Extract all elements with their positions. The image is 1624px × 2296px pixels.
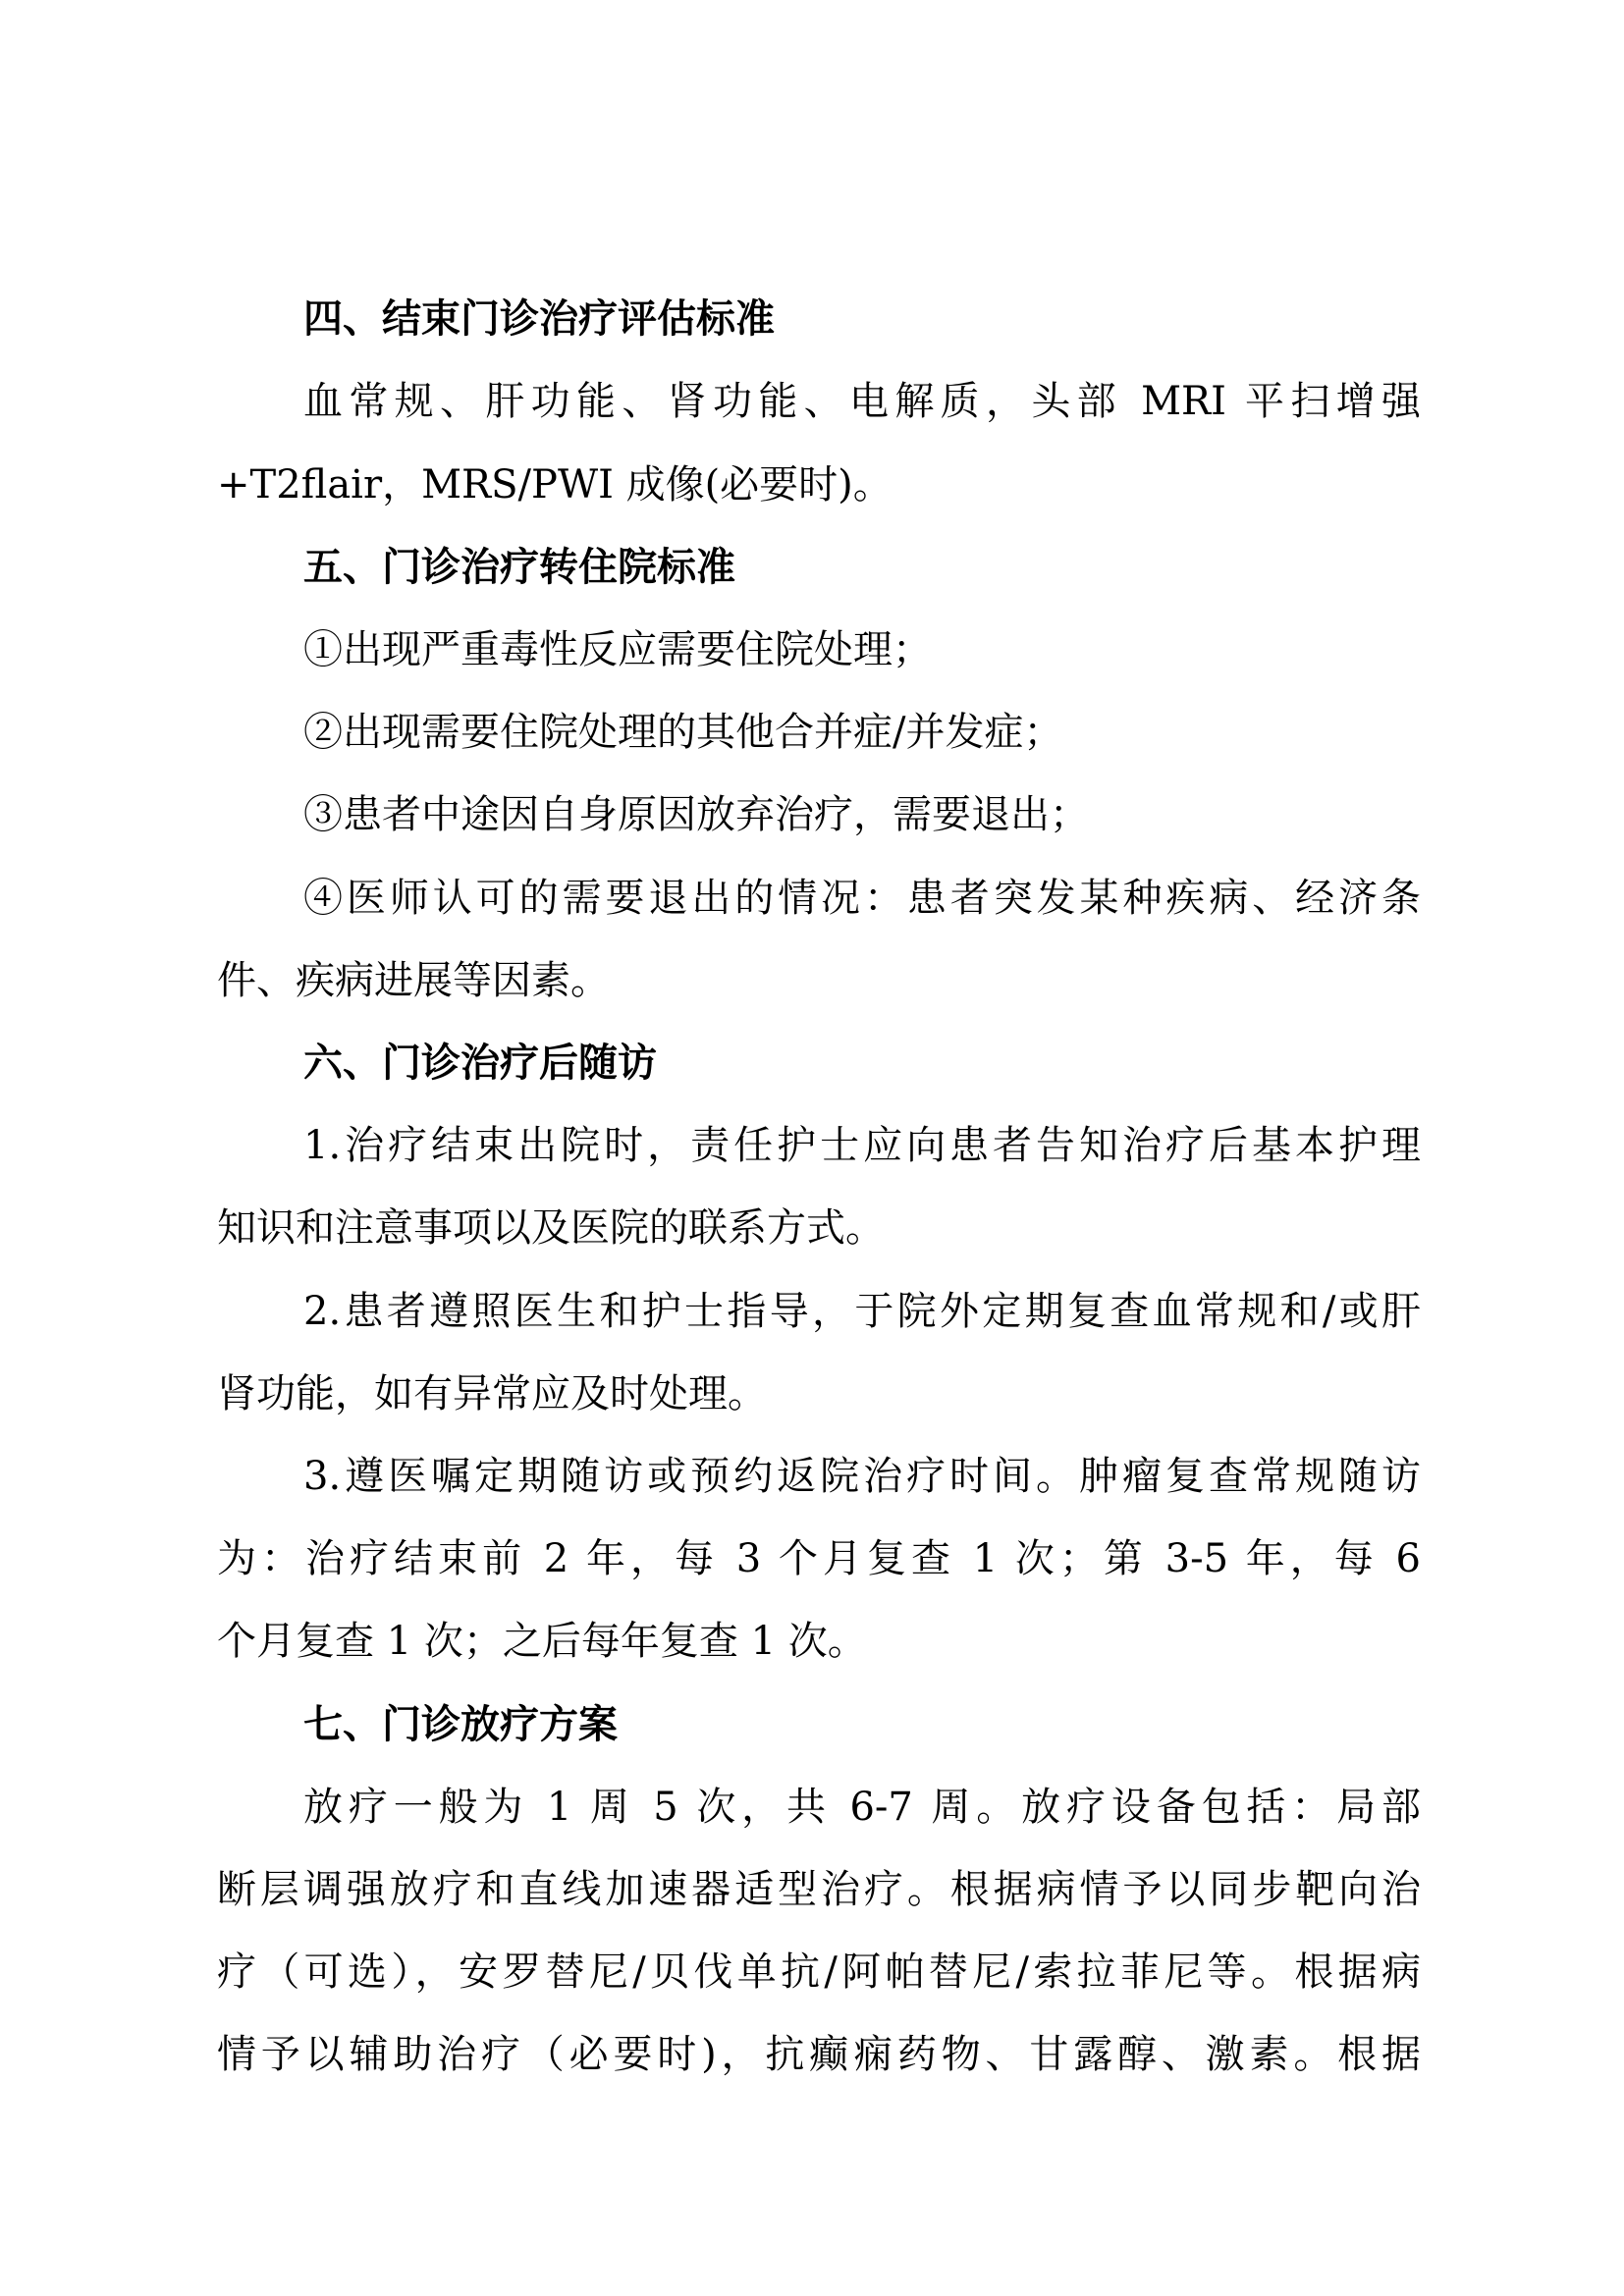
paragraph-line: 肾功能，如有异常应及时处理。 [217, 1371, 767, 1416]
section-heading-7: 七、门诊放疗方案 [303, 1702, 618, 1747]
paragraph-line: 断层调强放疗和直线加速器适型治疗。根据病情予以同步靶向治 [217, 1867, 1421, 1912]
paragraph-line: 3.遵医嘱定期随访或预约返院治疗时间。肿瘤复查常规随访 [303, 1454, 1421, 1499]
section-heading-4: 四、结束门诊治疗评估标准 [303, 296, 775, 342]
list-item: ④医师认可的需要退出的情况：患者突发某种疾病、经济条 [303, 876, 1421, 921]
list-item: ③患者中途因自身原因放弃治疗，需要退出； [303, 792, 1089, 837]
paragraph-line: 个月复查 1 次；之后每年复查 1 次。 [217, 1619, 867, 1664]
paragraph-line: 2.患者遵照医生和护士指导，于院外定期复查血常规和/或肝 [303, 1289, 1421, 1334]
section-heading-6: 六、门诊治疗后随访 [303, 1041, 657, 1086]
list-item-continuation: 件、疾病进展等因素。 [217, 958, 610, 1003]
paragraph-line: 情予以辅助治疗（必要时)，抗癫痫药物、甘露醇、激素。根据 [217, 2032, 1421, 2077]
list-item: ①出现严重毒性反应需要住院处理； [303, 627, 932, 672]
paragraph-line: 1.治疗结束出院时，责任护士应向患者告知治疗后基本护理 [303, 1123, 1421, 1168]
paragraph-line: 知识和注意事项以及医院的联系方式。 [217, 1205, 885, 1251]
list-item: ②出现需要住院处理的其他合并症/并发症； [303, 710, 1063, 755]
paragraph-line: 为：治疗结束前 2 年，每 3 个月复查 1 次；第 3-5 年，每 6 [217, 1536, 1421, 1581]
paragraph-line: 血常规、肝功能、肾功能、电解质，头部 MRI 平扫增强 [303, 379, 1421, 424]
paragraph-line: 放疗一般为 1 周 5 次，共 6-7 周。放疗设备包括：局部 [303, 1785, 1421, 1830]
paragraph-line: +T2flair，MRS/PWI 成像(必要时)。 [217, 462, 893, 507]
section-heading-5: 五、门诊治疗转住院标准 [303, 545, 735, 590]
paragraph-line: 疗（可选），安罗替尼/贝伐单抗/阿帕替尼/索拉菲尼等。根据病 [217, 1949, 1421, 1995]
